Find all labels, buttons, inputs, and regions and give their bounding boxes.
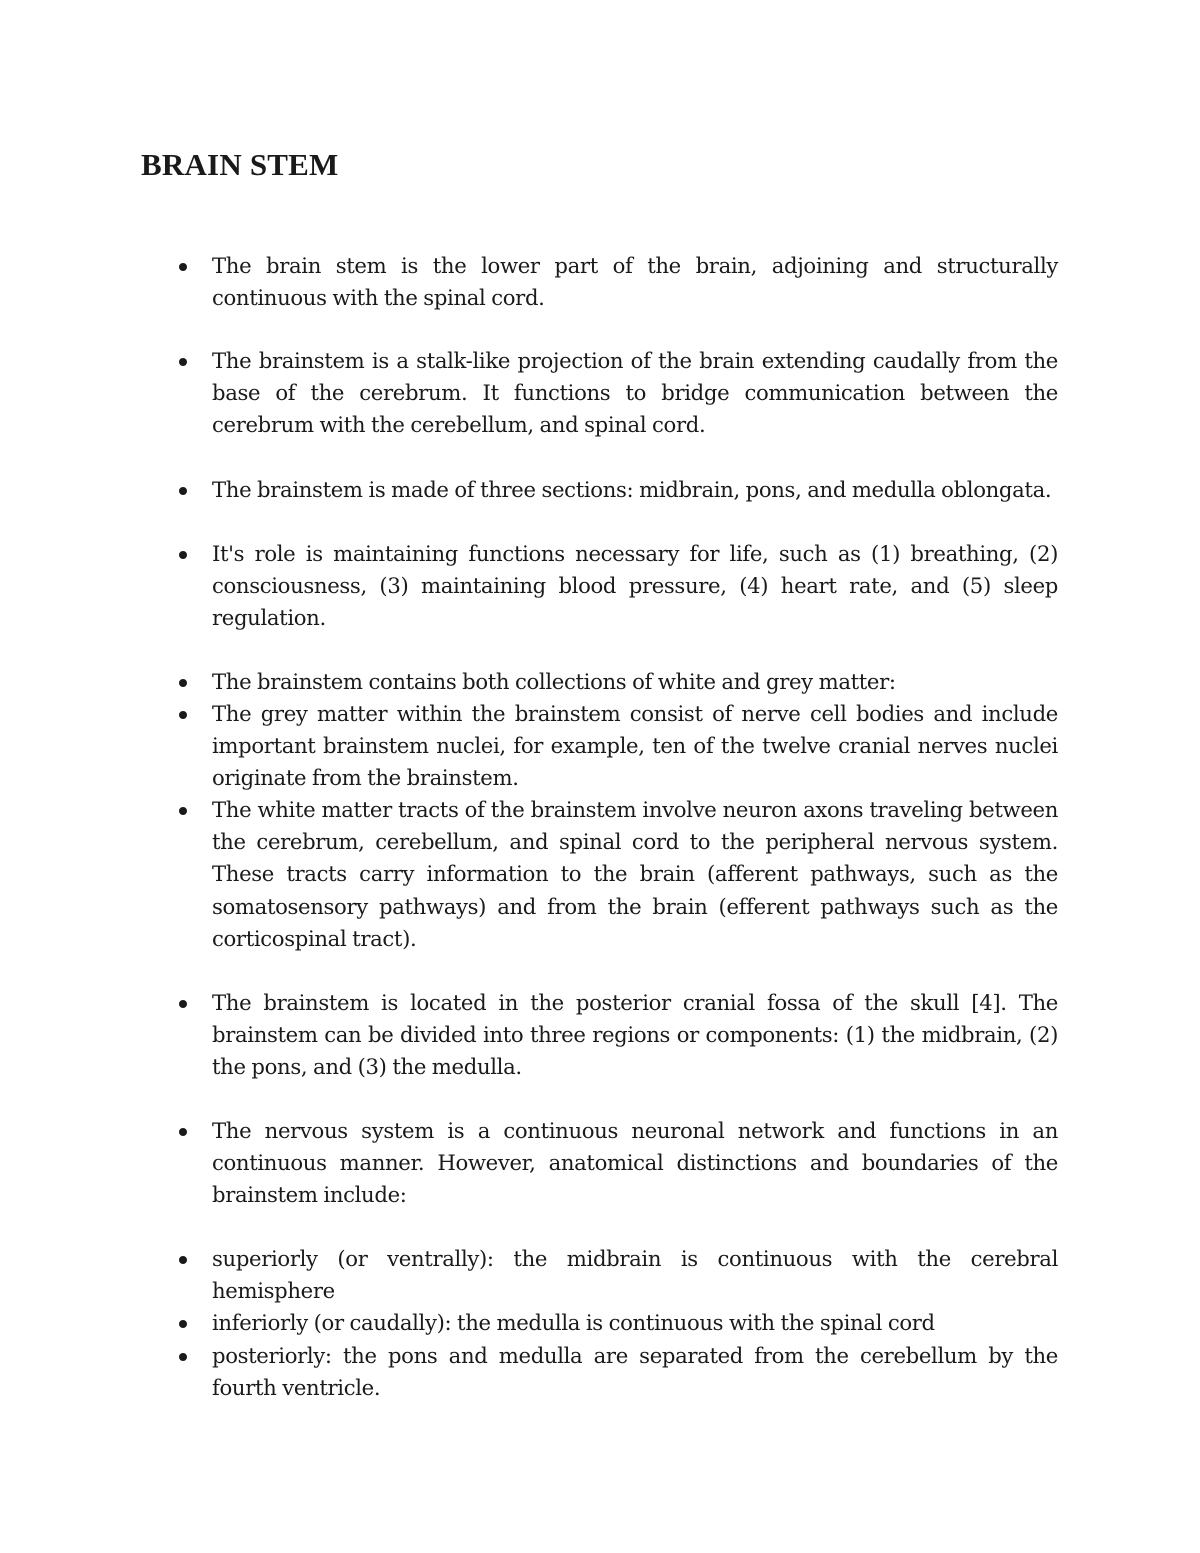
bullet-icon xyxy=(179,711,187,719)
list-item xyxy=(212,474,1058,506)
list-item xyxy=(212,538,1058,635)
list-item xyxy=(212,1307,1058,1339)
bullet-icon xyxy=(179,263,187,271)
list-item-text: The brainstem is made of three sections: midbrain, pons, and medulla oblongata. xyxy=(212,477,1052,502)
bullet-icon xyxy=(179,1128,187,1136)
list-item xyxy=(212,250,1058,314)
bullet-icon xyxy=(179,807,187,815)
list-item xyxy=(212,987,1058,1084)
bullet-icon xyxy=(179,679,187,687)
list-item-text: inferiorly (or caudally): the medulla is continuous with the spinal cord xyxy=(212,1310,935,1335)
list-item xyxy=(212,698,1058,795)
list-item-text: superiorly (or ventrally): the midbrain is continuous with the cerebral hemisphere xyxy=(212,1246,1058,1304)
list-item-text: The grey matter within the brainstem consist of nerve cell bodies and include important brainstem nuclei, for example, ten of the twelve cranial nerves nuclei originate from the brainstem. xyxy=(212,701,1058,791)
list-item-text: posteriorly: the pons and medulla are separated from the cerebellum by the fourth ventricle. xyxy=(212,1343,1058,1401)
list-item xyxy=(212,794,1058,955)
list-item xyxy=(212,1340,1058,1404)
page-title: BRAIN STEM xyxy=(141,147,339,182)
list-item xyxy=(212,666,1058,698)
list-item-text: The brainstem contains both collections of white and grey matter: xyxy=(212,669,896,694)
bullet-icon xyxy=(179,358,187,366)
bullet-icon xyxy=(179,1256,187,1264)
list-item-text: The brainstem is a stalk-like projection of the brain extending caudally from the base of the cerebrum. It functions to bridge communication between the cerebrum with the cerebellum, and spinal cord. xyxy=(212,348,1058,438)
bullet-icon xyxy=(179,551,187,559)
bullet-icon xyxy=(179,1000,187,1008)
list-item-text: The white matter tracts of the brainstem involve neuron axons traveling between the cerebrum, cerebellum, and spinal cord to the peripheral nervous system. These tracts carry information to the brain (afferent pathways, such as the somatosensory pathways) and from the brain (efferent pathways such as the corticospinal tract). xyxy=(212,797,1058,951)
list-item xyxy=(212,345,1058,442)
bullet-icon xyxy=(179,1353,187,1361)
list-item-text: The nervous system is a continuous neuronal network and functions in an continuous manner. However, anatomical distinctions and boundaries of the brainstem include: xyxy=(212,1118,1058,1208)
list-item-text: The brainstem is located in the posterior cranial fossa of the skull [4]. The brainstem can be divided into three regions or components: (1) the midbrain, (2) the pons, and (3) the medulla. xyxy=(212,990,1058,1080)
list-item xyxy=(212,1115,1058,1212)
list-item-text: The brain stem is the lower part of the brain, adjoining and structurally continuous with the spinal cord. xyxy=(212,253,1058,311)
bullet-icon xyxy=(179,487,187,495)
list-item-text: It's role is maintaining functions necessary for life, such as (1) breathing, (2) consciousness, (3) maintaining blood pressure, (4) heart rate, and (5) sleep regulation. xyxy=(212,541,1058,631)
list-item xyxy=(212,1243,1058,1307)
bullet-icon xyxy=(179,1320,187,1328)
